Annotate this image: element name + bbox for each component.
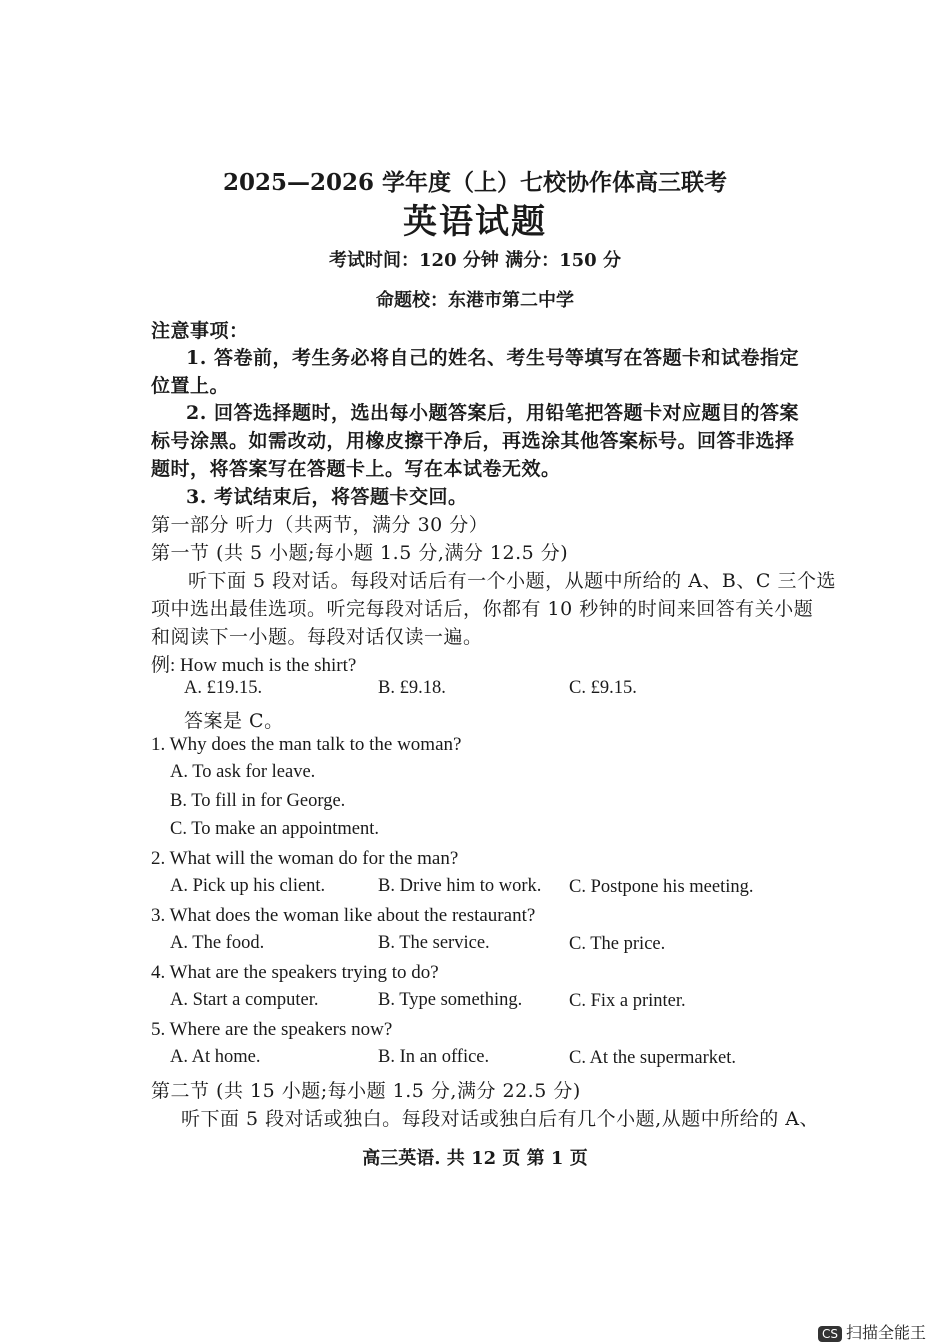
question-3-option-b: B. The service. [378, 933, 490, 953]
question-3: 3. What does the woman like about the restaurant? [151, 905, 536, 926]
exam-title-subject: 英语试题 [403, 202, 547, 242]
notice-item3: 3. 考试结束后，将答题卡交回。 [186, 486, 468, 508]
question-4-option-c: C. Fix a printer. [569, 991, 686, 1011]
question-1-option-c: C. To make an appointment. [170, 819, 380, 839]
notice-item2-line2: 标号涂黑。如需改动，用橡皮擦干净后，再选涂其他答案标号。回答非选择 [151, 430, 795, 452]
question-5-option-b: B. In an office. [378, 1047, 490, 1067]
exam-title-line1: 2025—2026 学年度（上）七校协作体高三联考 [222, 169, 728, 196]
scanner-watermark-text: 扫描全能王 [846, 1323, 927, 1342]
section2-heading: 第二节 (共 15 小题;每小题 1.5 分,满分 22.5 分) [151, 1080, 581, 1102]
question-1: 1. Why does the man talk to the woman? [151, 734, 462, 755]
example-question: 例: How much is the shirt? [151, 655, 357, 676]
page-footer: 高三英语. 共 12 页 第 1 页 [362, 1148, 588, 1169]
question-5-option-a: A. At home. [170, 1047, 261, 1067]
question-1-option-b: B. To fill in for George. [170, 791, 346, 811]
exam-info: 考试时间：120 分钟 满分：150 分 [329, 250, 621, 271]
question-2-option-c: C. Postpone his meeting. [569, 877, 754, 897]
section1-instr-line3: 和阅读下一小题。每段对话仅读一遍。 [151, 626, 483, 648]
question-2: 2. What will the woman do for the man? [151, 848, 459, 869]
question-4-option-b: B. Type something. [378, 990, 523, 1010]
question-2-option-a: A. Pick up his client. [170, 876, 326, 896]
notice-item2-line1: 2. 回答选择题时，选出每小题答案后，用铅笔把答题卡对应题目的答案 [186, 402, 799, 424]
notice-item2-line3: 题时，将答案写在答题卡上。写在本试卷无效。 [151, 458, 561, 480]
example-option-a: A. £19.15. [184, 678, 263, 698]
example-option-c: C. £9.15. [569, 678, 637, 698]
question-1-option-a: A. To ask for leave. [170, 762, 316, 782]
question-2-option-b: B. Drive him to work. [378, 876, 542, 896]
section1-heading: 第一节 (共 5 小题;每小题 1.5 分,满分 12.5 分) [151, 542, 569, 564]
notice-item1-line2: 位置上。 [151, 375, 230, 397]
example-answer: 答案是 C。 [184, 710, 284, 732]
section2-instr: 听下面 5 段对话或独白。每段对话或独白后有几个小题,从题中所给的 A、 [181, 1108, 819, 1130]
section1-instr-line2: 项中选出最佳选项。听完每段对话后，你都有 10 秒钟的时间来回答有关小题 [151, 598, 814, 620]
question-4-option-a: A. Start a computer. [170, 990, 319, 1010]
question-3-option-c: C. The price. [569, 934, 666, 954]
scanner-logo-icon: CS [818, 1326, 842, 1342]
school-info: 命题校：东港市第二中学 [376, 290, 574, 311]
section1-instr-line1: 听下面 5 段对话。每段对话后有一个小题，从题中所给的 A、B、C 三个选 [188, 570, 836, 592]
notice-item1-line1: 1. 答卷前，考生务必将自己的姓名、考生号等填写在答题卡和试卷指定 [186, 347, 799, 369]
part1-heading: 第一部分 听力（共两节，满分 30 分） [151, 514, 489, 536]
scanner-watermark [818, 1320, 926, 1343]
question-3-option-a: A. The food. [170, 933, 265, 953]
question-5: 5. Where are the speakers now? [151, 1019, 393, 1040]
example-option-b: B. £9.18. [378, 678, 446, 698]
question-4: 4. What are the speakers trying to do? [151, 962, 439, 983]
question-5-option-c: C. At the supermarket. [569, 1048, 736, 1068]
notice-heading: 注意事项： [151, 320, 249, 342]
